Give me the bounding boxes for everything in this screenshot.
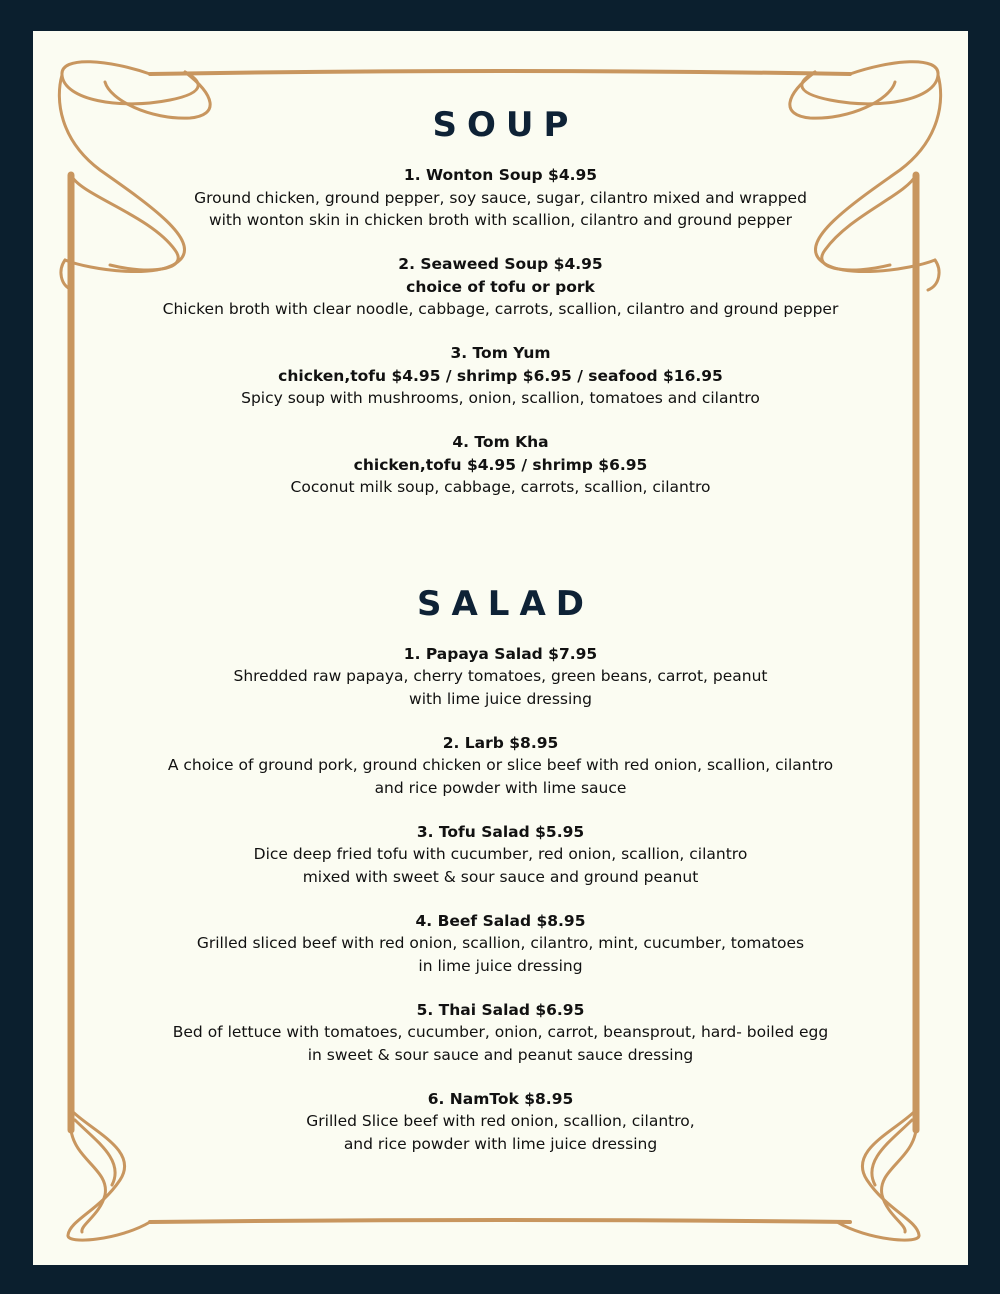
item-options: chicken,tofu $4.95 / shrimp $6.95 / seafood $16.95: [278, 366, 723, 385]
soup-list: [33, 164, 968, 499]
frame-bottom-border: [150, 1220, 850, 1222]
item-description: with lime juice dressing: [409, 689, 592, 708]
item-description: Spicy soup with mushrooms, onion, scallion, tomatoes and cilantro: [241, 389, 760, 407]
menu-item-beef-salad: [33, 910, 968, 978]
item-description: in lime juice dressing: [418, 956, 583, 975]
item-description: Coconut milk soup, cabbage, carrots, scallion, cilantro: [290, 478, 711, 496]
item-description: Grilled Slice beef with red onion, scallion, cilantro,: [306, 1112, 695, 1130]
item-options: chicken,tofu $4.95 / shrimp $6.95: [353, 455, 648, 474]
menu-item-papaya-salad: [33, 643, 968, 711]
item-title: 4. Beef Salad $8.95: [415, 911, 586, 930]
item-title: 5. Thai Salad $6.95: [416, 1000, 585, 1019]
menu-content: [33, 31, 968, 1177]
menu-item-seaweed-soup: [33, 253, 968, 321]
item-description: Bed of lettuce with tomatoes, cucumber, onion, carrot, beansprout, hard- boiled egg: [172, 1023, 829, 1041]
item-description: and rice powder with lime juice dressing: [343, 1134, 658, 1153]
menu-item-larb: [33, 732, 968, 800]
item-title: 4. Tom Kha: [452, 433, 549, 451]
item-title: 2. Seaweed Soup $4.95: [398, 255, 603, 273]
item-options: choice of tofu or pork: [406, 277, 595, 296]
item-description: Ground chicken, ground pepper, soy sauce, sugar, cilantro mixed and wrapped: [194, 188, 807, 207]
item-description: Shredded raw papaya, cherry tomatoes, green beans, carrot, peanut: [233, 667, 768, 685]
menu-item-namtok: [33, 1088, 968, 1156]
item-title: 2. Larb $8.95: [442, 733, 559, 752]
item-description: Dice deep fried tofu with cucumber, red onion, scallion, cilantro: [253, 845, 748, 863]
item-title: 3. Tom Yum: [450, 344, 551, 362]
item-description: in sweet & sour sauce and peanut sauce dressing: [307, 1045, 694, 1064]
item-title: 1. Wonton Soup $4.95: [403, 166, 598, 184]
item-title: 1. Papaya Salad $7.95: [403, 644, 598, 663]
menu-item-tom-yum: [33, 342, 968, 410]
menu-item-tofu-salad: [33, 821, 968, 889]
salad-heading: SALAD: [416, 583, 594, 624]
item-description: Grilled sliced beef with red onion, scallion, cilantro, mint, cucumber, tomatoes: [196, 934, 805, 952]
item-description: with wonton skin in chicken broth with scallion, cilantro and ground pepper: [208, 211, 793, 229]
item-description: Chicken broth with clear noodle, cabbage, carrots, scallion, cilantro and ground pepper: [162, 300, 839, 318]
item-description: A choice of ground pork, ground chicken or slice beef with red onion, scallion, cilantro: [167, 756, 834, 774]
item-description: mixed with sweet & sour sauce and ground peanut: [302, 867, 699, 886]
soup-heading: SOUP: [432, 105, 579, 145]
menu-item-wonton-soup: [33, 164, 968, 232]
item-title: 3. Tofu Salad $5.95: [416, 822, 585, 841]
salad-list: [33, 643, 968, 1156]
menu-item-thai-salad: [33, 999, 968, 1067]
item-description: and rice powder with lime sauce: [374, 778, 627, 797]
menu-item-tom-kha: [33, 431, 968, 499]
item-title: 6. NamTok $8.95: [427, 1089, 574, 1108]
